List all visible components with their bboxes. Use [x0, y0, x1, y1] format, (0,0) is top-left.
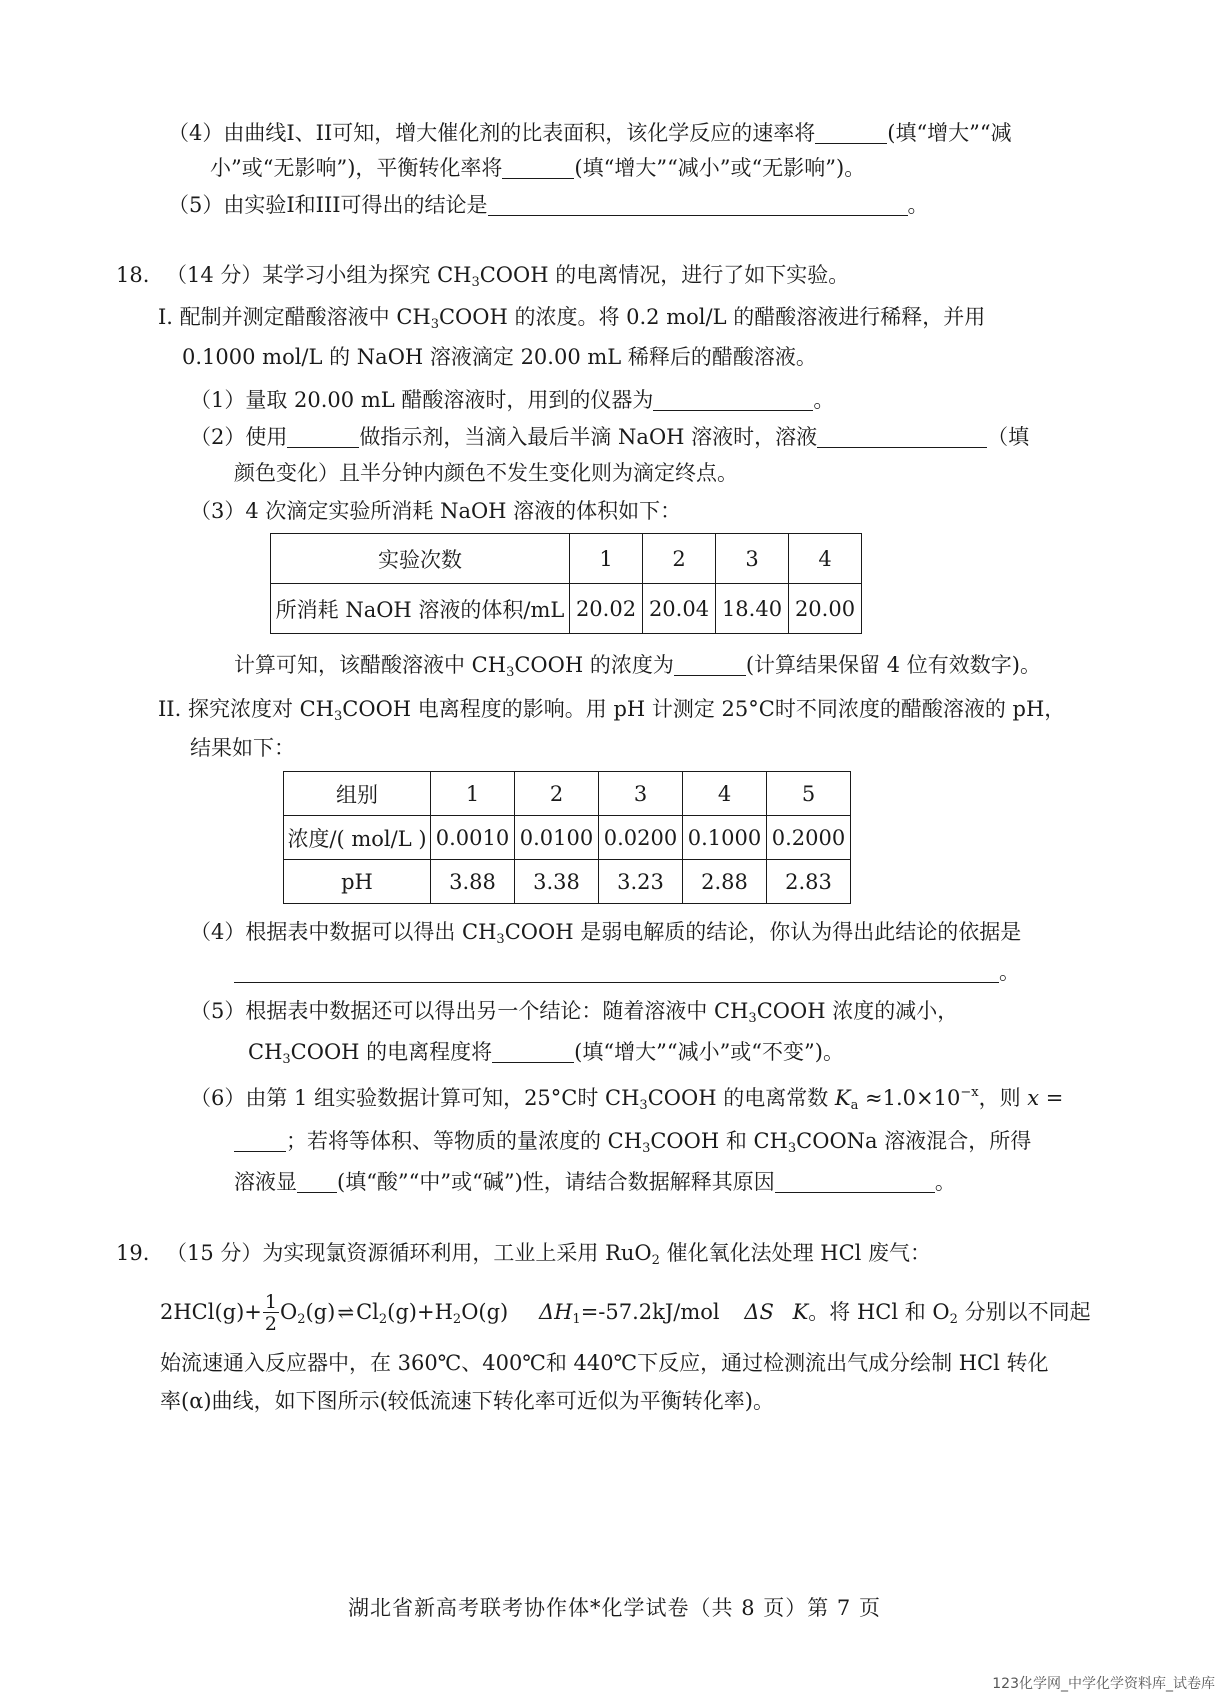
table-header-cell: 1 — [570, 534, 643, 584]
q18-part2-line2: 颜色变化）且半分钟内颜色不发生变化则为滴定终点。 — [234, 461, 738, 485]
q17-part4-line2: 小”或“无影响”)，平衡转化率将 (填“增大”“减小”或“无影响”)。 — [210, 156, 866, 180]
table-cell: 所消耗 NaOH 溶液的体积/mL — [271, 584, 570, 634]
table-cell: 18.40 — [716, 584, 789, 634]
table-header-cell: 实验次数 — [271, 534, 570, 584]
q18-part5-line1: （5）根据表中数据还可以得出另一个结论：随着溶液中 $CH_3COOH$ 浓度的减小， — [190, 999, 959, 1027]
table-cell: 20.04 — [643, 584, 716, 634]
fraction-one-half: $\frac{1}{2}$ — [264, 1291, 277, 1335]
table-cell: 2.83 — [767, 860, 851, 904]
answer-blank[interactable] — [488, 194, 908, 216]
table-row — [271, 584, 862, 634]
answer-blank[interactable] — [775, 1171, 935, 1193]
q18-part6-line1: （6）由第 1 组实验数据计算可知，25°C时 $CH_3COOH$ 的电离常数 $K_a \approx 1.0\times 10^{-x}$，则 x = — [190, 1084, 1064, 1114]
table-header-cell: 1 — [431, 772, 515, 816]
answer-blank[interactable] — [674, 654, 746, 676]
table-cell: 浓度/( mol/L ) — [284, 816, 431, 860]
table-cell: 2.88 — [683, 860, 767, 904]
table-cell: 3.88 — [431, 860, 515, 904]
q18-part4-line1: （4）根据表中数据可以得出 $CH_3COOH$ 是弱电解质的结论，你认为得出此结论的依据是 — [190, 920, 1022, 948]
table-cell: 0.1000 — [683, 816, 767, 860]
table-cell: 3.23 — [599, 860, 683, 904]
table-cell: 0.0100 — [515, 816, 599, 860]
q18-part2-line1: （2）使用 做指示剂，当滴入最后半滴 NaOH 溶液时，溶液 （填 — [190, 425, 1030, 449]
equilibrium-arrow-icon: ⇌ — [337, 1300, 355, 1324]
q18-heading: 18. （14 分）某学习小组为探究 $CH_3COOH$ 的电离情况，进行了如下实验。 — [116, 263, 850, 291]
q18-section1-line1: I. 配制并测定醋酸溶液中 $CH_3COOH$ 的浓度。将 0.2 mol/L 的醋酸溶液进行稀释，并用 — [158, 305, 986, 333]
q19-equation: 2HCl(g)+ $\frac{1}{2}$ $O_2(g)$ $\rightleftharpoons Cl_2(g)+H_2O(g)$ $\Delta H_1=-57.2kJ$/mol ΔS K。将 HCl 和 $O_2$ 分别以不同起 — [160, 1291, 1091, 1335]
table-row — [284, 816, 851, 860]
table-header-cell: 组别 — [284, 772, 431, 816]
q18-part6-line3: 溶液显 (填“酸”“中”或“碱”)性，请结合数据解释其原因 。 — [234, 1170, 956, 1194]
table-cell: 20.00 — [789, 584, 862, 634]
table-cell: 0.2000 — [767, 816, 851, 860]
table-cell: 0.0010 — [431, 816, 515, 860]
answer-blank[interactable] — [287, 426, 359, 448]
q18-part5-line2: $CH_3COOH$ 的电离程度将 (填“增大”“减小”或“不变”)。 — [248, 1040, 844, 1068]
answer-blank[interactable] — [817, 426, 987, 448]
answer-blank[interactable] — [234, 961, 999, 983]
answer-blank[interactable] — [502, 157, 574, 179]
table-cell: 0.0200 — [599, 816, 683, 860]
table-row — [271, 534, 862, 584]
q18-part6-line2: ；若将等体积、等物质的量浓度的 $CH_3COOH$ 和 $CH_3COONa$ 溶液混合，所得 — [234, 1126, 1031, 1156]
watermark: 123化学网_中学化学资料库_试卷库 — [992, 1676, 1215, 1692]
table-row — [284, 860, 851, 904]
table-header-cell: 4 — [683, 772, 767, 816]
table-cell: 3.38 — [515, 860, 599, 904]
q18-part1: （1）量取 20.00 mL 醋酸溶液时，用到的仪器为 。 — [190, 388, 835, 412]
answer-blank[interactable] — [234, 1130, 286, 1152]
table-cell: 20.02 — [570, 584, 643, 634]
table-row — [284, 772, 851, 816]
q18-part3: （3）4 次滴定实验所消耗 NaOH 溶液的体积如下： — [190, 499, 682, 523]
answer-blank[interactable] — [815, 122, 887, 144]
table-header-cell: 2 — [643, 534, 716, 584]
q18-section1-line2: 0.1000 mol/L 的 NaOH 溶液滴定 20.00 mL 稀释后的醋酸溶液。 — [182, 345, 817, 369]
q18-part4-line2: 。 — [234, 957, 1020, 987]
q18-section2-line1: II. 探究浓度对 $CH_3COOH$ 电离程度的影响。用 pH 计测定 25°C时不同浓度的醋酸溶液的 pH， — [158, 697, 1066, 725]
answer-blank[interactable] — [653, 389, 813, 411]
q19-line3: 始流速通入反应器中，在 360℃、400℃和 440℃下反应，通过检测流出气成分绘制 HCl 转化 — [160, 1351, 1049, 1375]
table-header-cell: 3 — [599, 772, 683, 816]
table-header-cell: 2 — [515, 772, 599, 816]
table-header-cell: 4 — [789, 534, 862, 584]
table-cell: pH — [284, 860, 431, 904]
q17-part5: （5）由实验I和III可得出的结论是 。 — [168, 193, 929, 217]
table-header-cell: 5 — [767, 772, 851, 816]
ph-table — [283, 771, 851, 904]
q19-line4: 率(α)曲线，如下图所示(较低流速下转化率可近似为平衡转化率)。 — [160, 1389, 774, 1413]
answer-blank[interactable] — [492, 1041, 574, 1063]
q18-section2-line2: 结果如下： — [190, 736, 295, 760]
q19-heading: 19. （15 分）为实现氯资源循环利用，工业上采用 RuO$_2$ 催化氧化法处理 HCl 废气： — [116, 1241, 932, 1269]
page-footer: 湖北省新高考联考协作体*化学试卷（共 8 页）第 7 页 — [348, 1596, 881, 1620]
q17-part4-line1: （4）由曲线I、II可知，增大催化剂的比表面积，该化学反应的速率将 (填“增大”“减 — [168, 121, 1012, 145]
table-header-cell: 3 — [716, 534, 789, 584]
answer-blank[interactable] — [297, 1171, 337, 1193]
titration-volume-table — [270, 533, 862, 634]
q18-calc: 计算可知，该醋酸溶液中 $CH_3COOH$ 的浓度为 (计算结果保留 4 位有效数字)。 — [234, 653, 1041, 681]
